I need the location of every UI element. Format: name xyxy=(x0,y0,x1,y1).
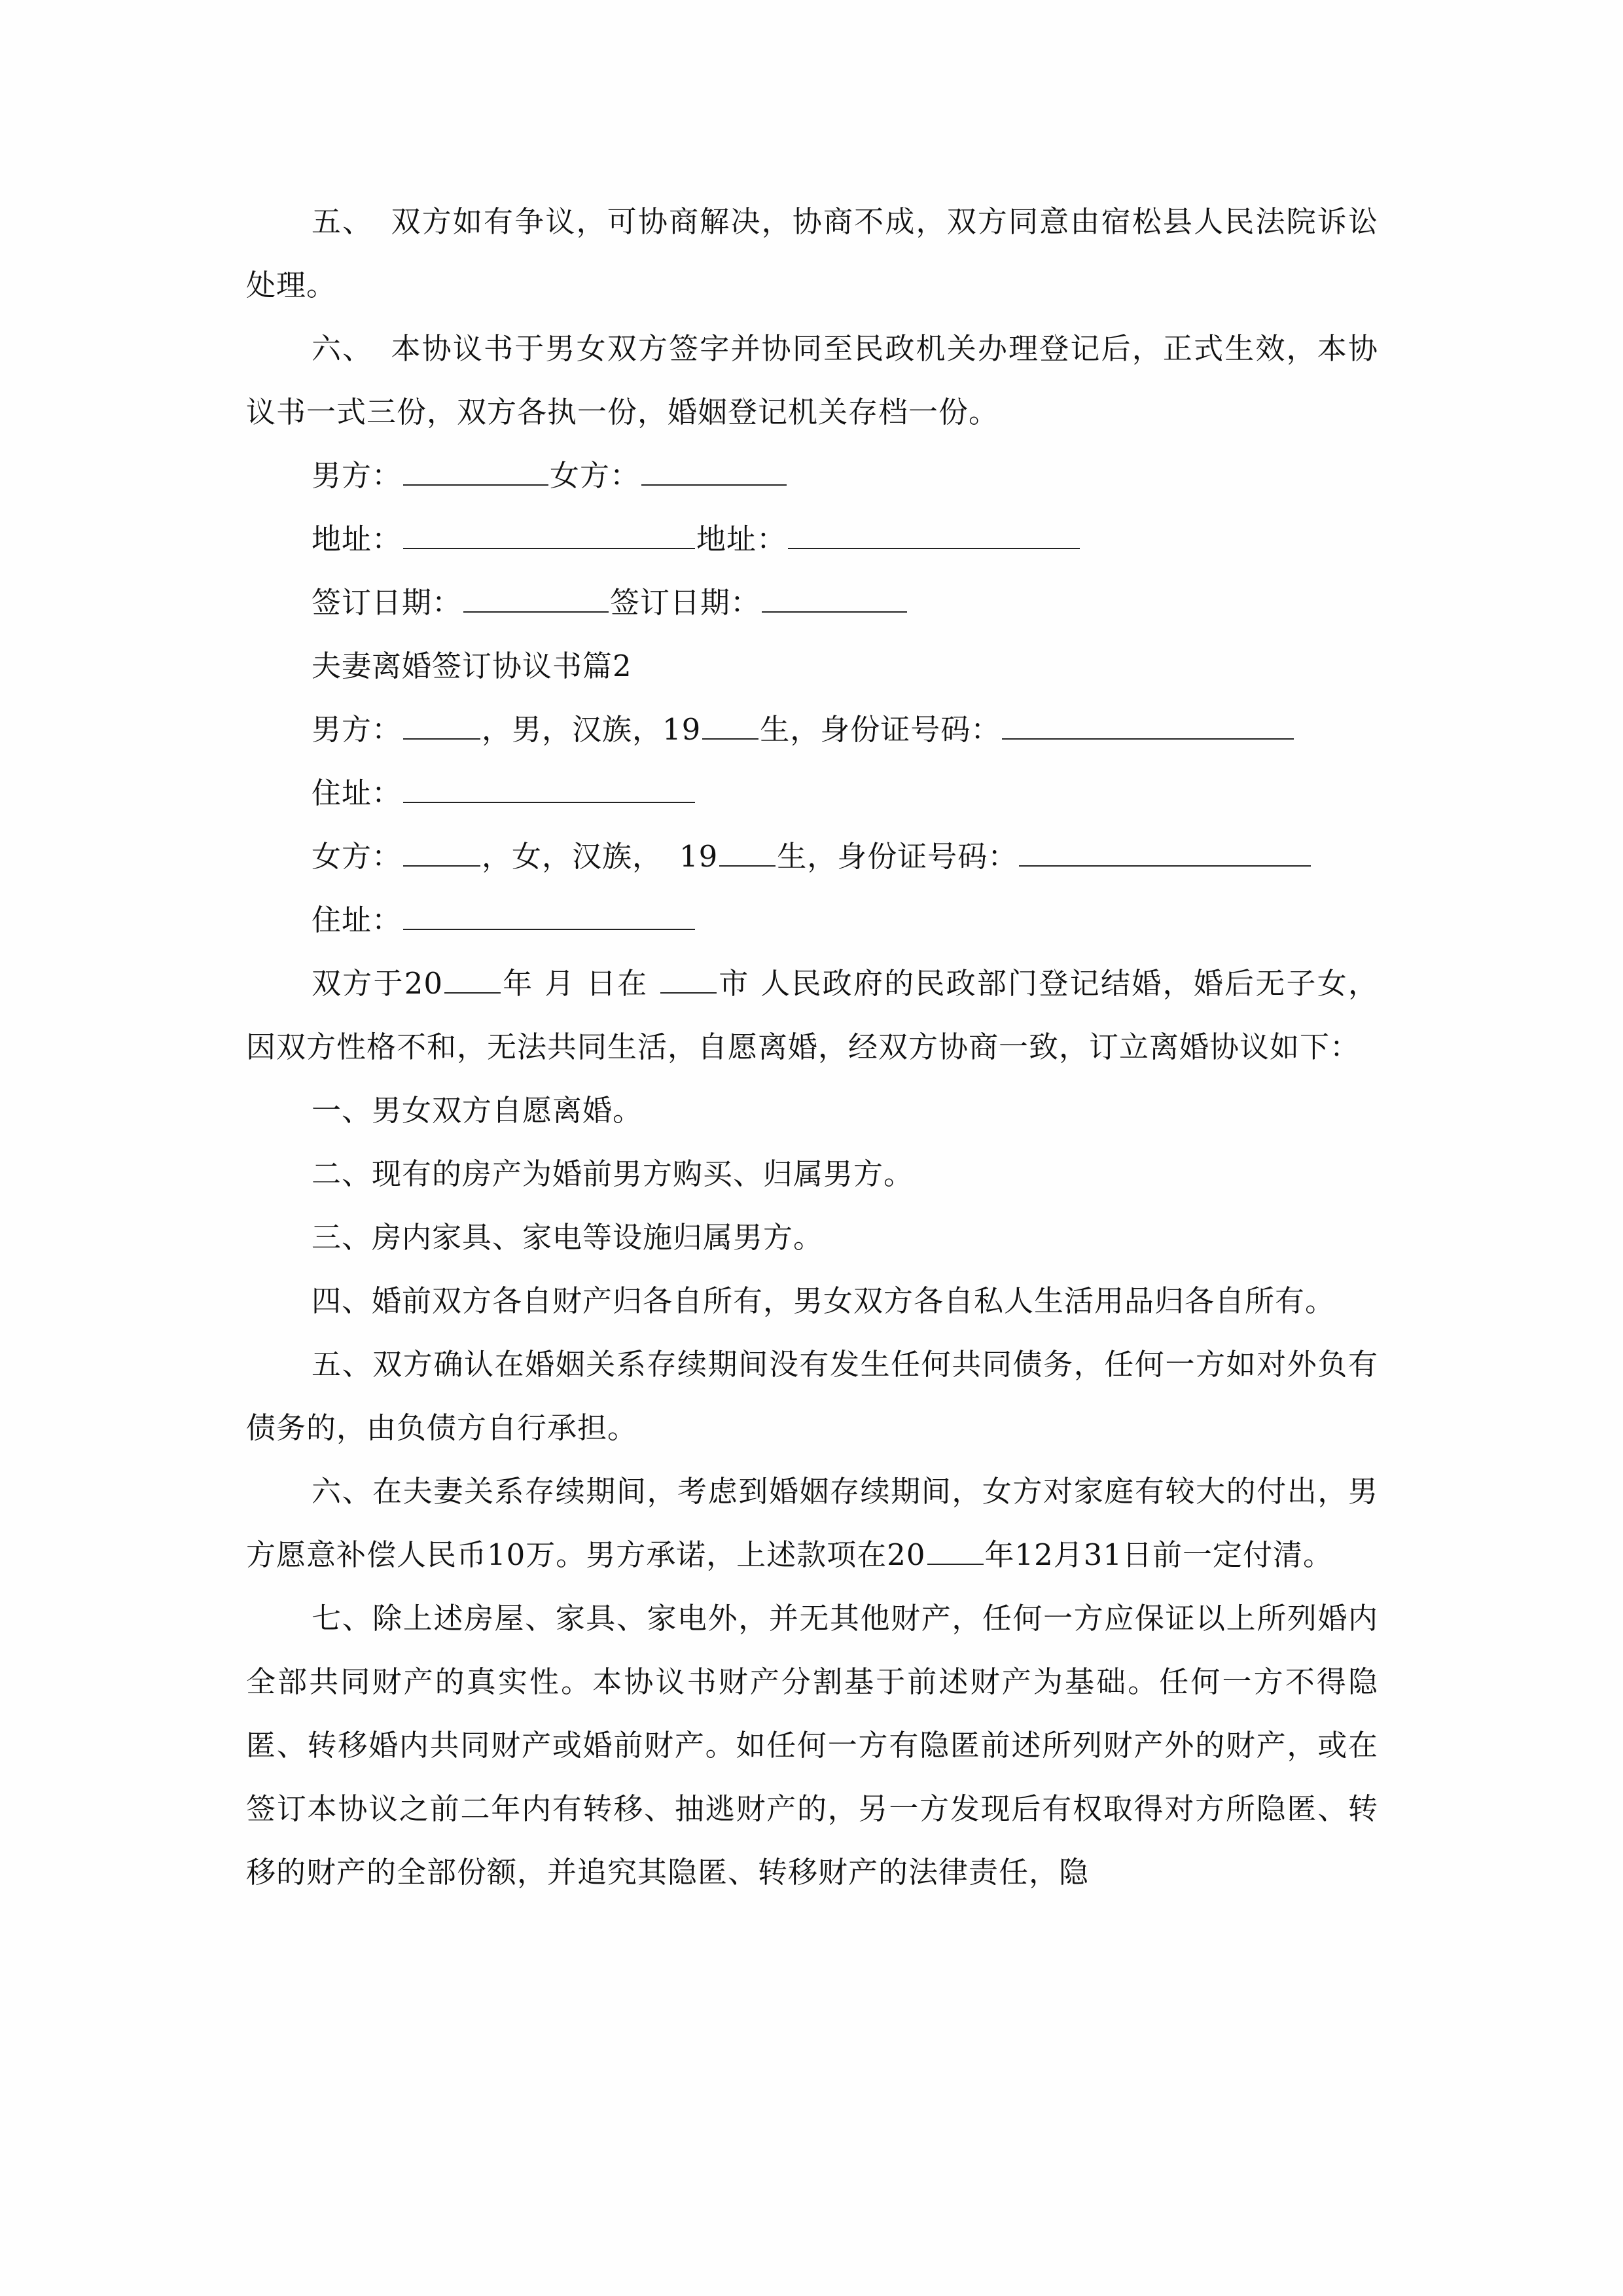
clause-6-paragraph: 六、 本协议书于男女双方签字并协同至民政机关办理登记后，正式生效，本协议书一式三份，双方各执一份，婚姻登记机关存档一份。 xyxy=(246,331,1378,429)
female-residence-blank[interactable] xyxy=(403,891,695,930)
male-name-blank[interactable] xyxy=(403,700,480,740)
male-signature-blank[interactable] xyxy=(403,446,548,486)
signature-line-addresses: 地址： 地址： xyxy=(246,507,1378,571)
male-id-blank[interactable] xyxy=(1002,700,1294,740)
signature-line-dates: 签订日期： 签订日期： xyxy=(246,571,1378,634)
clause-item: 五、双方确认在婚姻关系存续期间没有发生任何共同债务，任何一方如对外负有债务的，由负债方自行承担。 xyxy=(246,1347,1378,1445)
female-address-blank[interactable] xyxy=(788,510,1080,549)
female-name-blank[interactable] xyxy=(403,827,480,867)
marriage-city-blank[interactable] xyxy=(660,954,717,994)
male-address-line: 住址： xyxy=(246,761,1378,825)
female-id-blank[interactable] xyxy=(1019,827,1311,867)
marriage-year-blank[interactable] xyxy=(444,954,501,994)
clause-5-paragraph: 五、 双方如有争议，可协商解决，协商不成，双方同意由宿松县人民法院诉讼处理。 xyxy=(246,204,1378,302)
female-date-blank[interactable] xyxy=(762,573,907,613)
document-body xyxy=(246,190,1378,1904)
male-residence-blank[interactable] xyxy=(403,764,695,803)
clause-item: 四、婚前双方各自财产归各自所有，男女双方各自私人生活用品归各自所有。 xyxy=(312,1283,1336,1318)
payment-year-blank[interactable] xyxy=(927,1526,984,1565)
clause-7-property: 七、除上述房屋、家具、家电外，并无其他财产，任何一方应保证以上所列婚内全部共同财产的真实性。本协议书财产分割基于前述财产为基础。任何一方不得隐匿、转移婚内共同财产或婚前财产。如任何一方有隐匿前述所列财产外的财产，或在签订本协议之前二年内有转移、抽逃财产的，另一方发现后有权取得对方所隐匿、转移的财产的全部份额，并追究其隐匿、转移财产的法律责任，隐 xyxy=(246,1601,1378,1890)
intro-paragraph: 双方于20 年 月 日在 市 人民政府的民政部门登记结婚，婚后无子女，因双方性格不和，无法共同生活，自愿离婚，经双方协商一致，订立离婚协议如下： xyxy=(246,952,1378,1079)
section-title: 夫妻离婚签订协议书篇2 xyxy=(312,649,632,683)
male-birth-year-blank[interactable] xyxy=(702,700,758,740)
female-signature-blank[interactable] xyxy=(641,446,787,486)
female-birth-year-blank[interactable] xyxy=(719,827,776,867)
male-info-line: 男方： ，男，汉族，19 生，身份证号码： xyxy=(246,698,1378,761)
clause-item: 二、现有的房产为婚前男方购买、归属男方。 xyxy=(312,1157,914,1191)
female-address-line: 住址： xyxy=(246,888,1378,952)
signature-line-names: 男方： 女方： xyxy=(246,444,1378,507)
female-info-line: 女方： ，女，汉族， 19 生，身份证号码： xyxy=(246,825,1378,888)
male-address-blank[interactable] xyxy=(403,510,695,549)
clause-item: 一、男女双方自愿离婚。 xyxy=(312,1093,643,1128)
clause-6-compensation: 六、在夫妻关系存续期间，考虑到婚姻存续期间，女方对家庭有较大的付出，男方愿意补偿人民币10万。男方承诺，上述款项在20 年12月31日前一定付清。 xyxy=(246,1474,1378,1572)
male-date-blank[interactable] xyxy=(463,573,609,613)
clause-item: 三、房内家具、家电等设施归属男方。 xyxy=(312,1220,824,1255)
